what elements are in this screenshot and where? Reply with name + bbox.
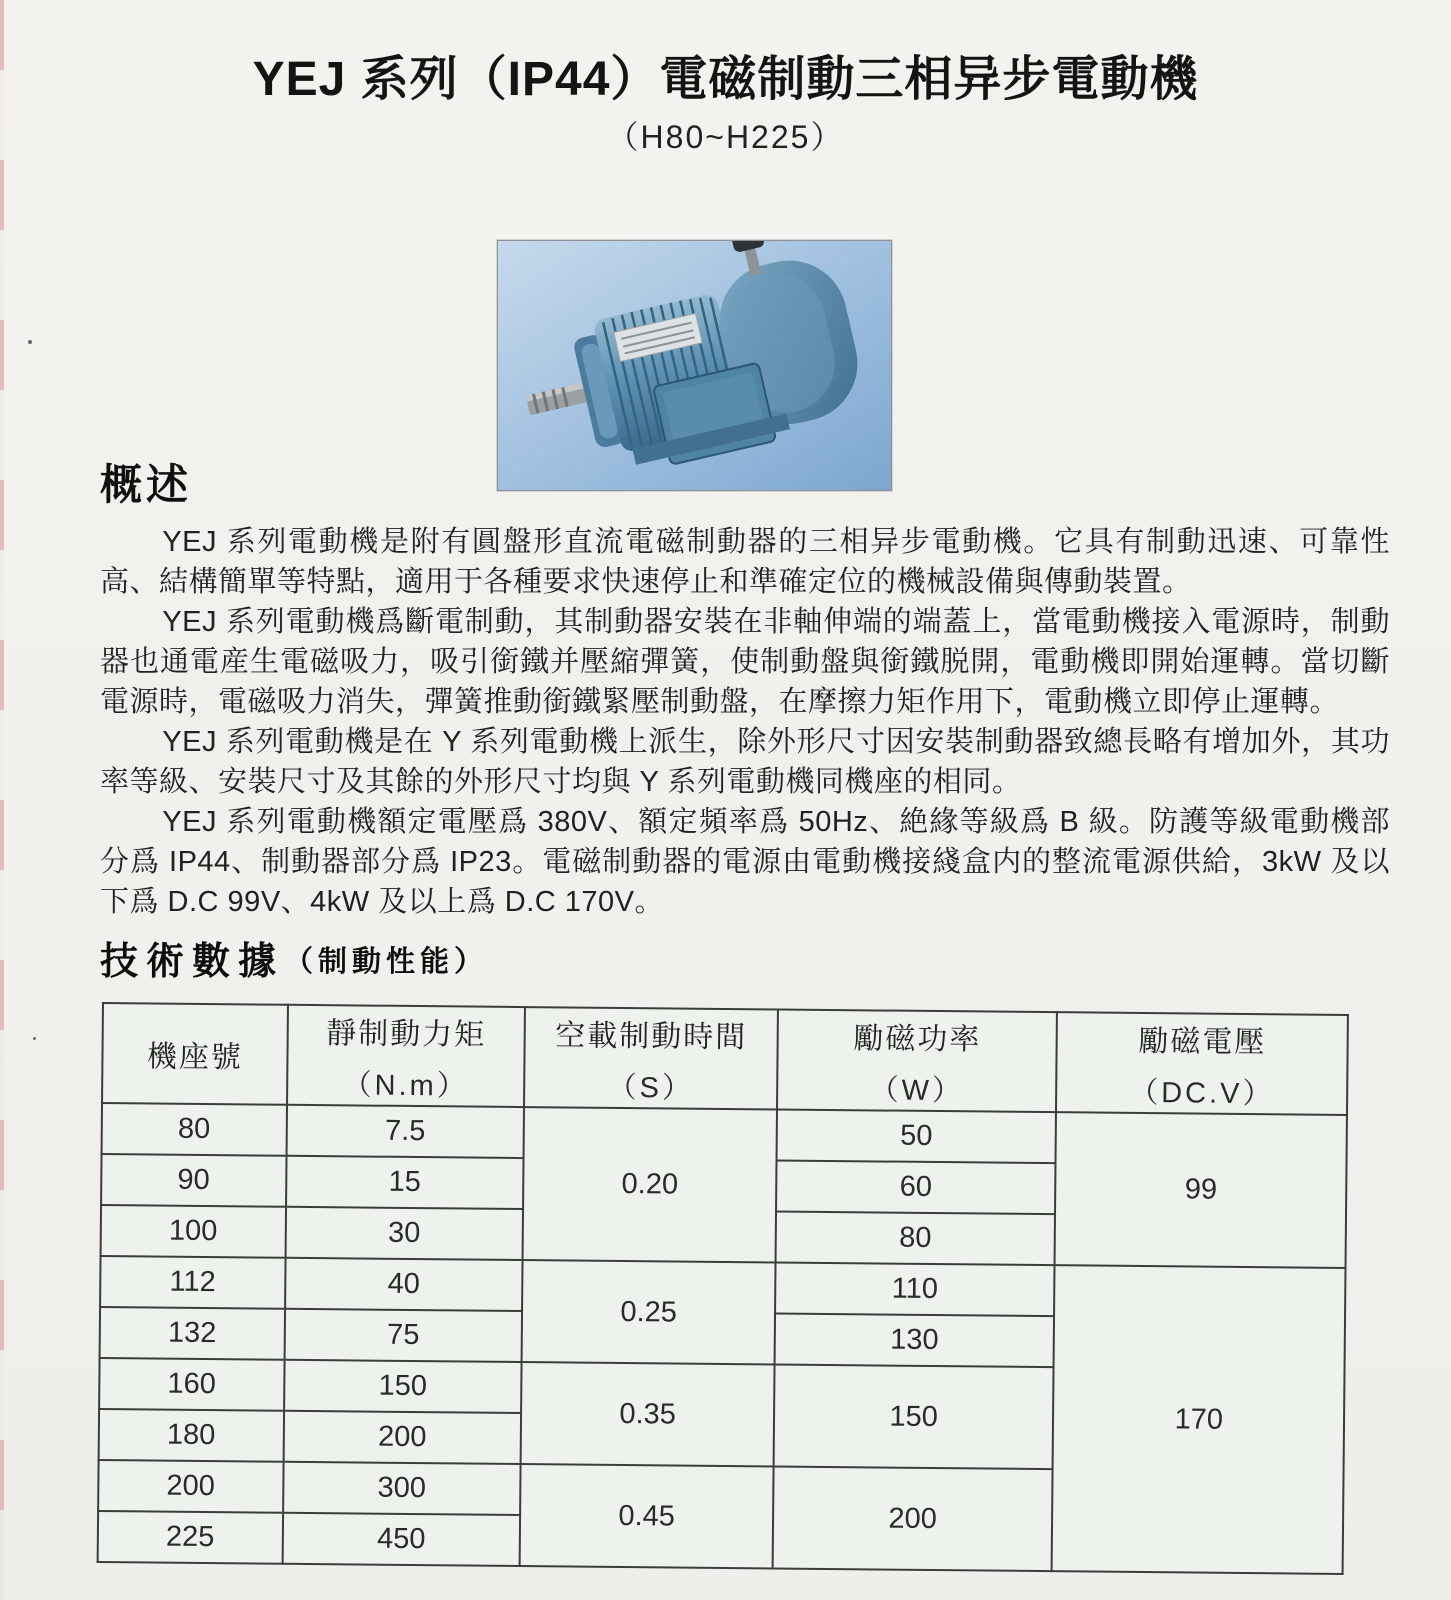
col-header-voltage-label: 勵磁電壓 bbox=[1138, 1024, 1267, 1059]
cell-torque: 200 bbox=[283, 1411, 521, 1464]
cell-frame: 132 bbox=[100, 1307, 285, 1360]
overview-paragraph: YEJ 系列電動機是在 Y 系列電動機上派生，除外形尺寸因安裝制動器致總長略有增加外，其功率等級、安裝尺寸及其餘的外形尺寸均與 Y 系列電動機同機座的相同。 bbox=[100, 726, 1390, 798]
col-header-frame-label: 機座號 bbox=[146, 1040, 243, 1075]
scan-dust-speck bbox=[28, 340, 32, 344]
scan-edge-mark bbox=[0, 0, 4, 1600]
cell-frame: 100 bbox=[101, 1205, 286, 1258]
cell-power: 200 bbox=[772, 1466, 1052, 1571]
page-title: YEJ 系列（IP44）電磁制動三相异步電動機 bbox=[252, 53, 1199, 106]
cell-time: 0.45 bbox=[520, 1464, 774, 1568]
col-header-time-unit: （S） bbox=[607, 1071, 695, 1105]
brake-performance-table-wrap bbox=[97, 1002, 1349, 1575]
col-header-time bbox=[524, 1007, 777, 1109]
cell-torque: 40 bbox=[285, 1258, 523, 1311]
cell-torque: 450 bbox=[282, 1513, 520, 1566]
tech-data-heading-paren: （制動性能） bbox=[284, 946, 489, 978]
brake-performance-table bbox=[97, 1002, 1349, 1575]
col-header-voltage-unit: （DC.V） bbox=[1129, 1076, 1275, 1110]
col-header-torque bbox=[287, 1005, 526, 1107]
cell-torque: 7.5 bbox=[286, 1105, 524, 1158]
overview-text bbox=[100, 522, 1390, 922]
cell-power: 80 bbox=[775, 1211, 1055, 1265]
cell-power: 110 bbox=[775, 1262, 1055, 1316]
cell-torque: 300 bbox=[283, 1462, 521, 1515]
col-header-voltage bbox=[1056, 1012, 1348, 1115]
cell-frame: 112 bbox=[100, 1256, 285, 1309]
table-header-row bbox=[102, 1003, 1348, 1115]
cell-voltage: 170 bbox=[1052, 1265, 1346, 1574]
overview-paragraph: YEJ 系列電動機額定電壓爲 380V、額定頻率爲 50Hz、絶緣等級爲 B 級。防護等級電動機部分爲 IP44、制動器部分爲 IP23。電磁制動器的電源由電動機接綫盒内的整流電源供給，3kW 及以下爲 D.C 99V、4kW 及以上爲 D.C 170V。 bbox=[100, 806, 1390, 918]
cell-frame: 225 bbox=[98, 1511, 283, 1564]
overview-paragraph: YEJ 系列電動機爲斷電制動，其制動器安裝在非軸伸端的端蓋上，當電動機接入電源時，制動器也通電産生電磁吸力，吸引銜鐵并壓縮彈簧，使制動盤與銜鐵脱開，電動機即開始運轉。當切斷電源時，電磁吸力消失，彈簧推動銜鐵緊壓制動盤，在摩擦力矩作用下，電動機立即停止運轉。 bbox=[100, 606, 1390, 718]
motor-photo bbox=[497, 240, 892, 491]
col-header-power bbox=[777, 1009, 1057, 1112]
col-header-frame bbox=[102, 1003, 288, 1105]
cell-frame: 160 bbox=[99, 1358, 284, 1411]
col-header-torque-label: 靜制動力矩 bbox=[326, 1016, 487, 1052]
scan-dust-speck bbox=[33, 1037, 36, 1040]
overview-paragraph: YEJ 系列電動機是附有圓盤形直流電磁制動器的三相异步電動機。它具有制動迅速、可靠性高、結構簡單等特點，適用于各種要求快速停止和準確定位的機械設備與傳動裝置。 bbox=[100, 526, 1390, 598]
cell-power: 130 bbox=[774, 1313, 1054, 1367]
cell-time: 0.20 bbox=[523, 1107, 777, 1262]
cell-time: 0.25 bbox=[522, 1260, 776, 1364]
cell-torque: 75 bbox=[284, 1309, 522, 1362]
cell-frame: 200 bbox=[98, 1460, 283, 1513]
cell-torque: 150 bbox=[284, 1360, 522, 1413]
cell-power: 150 bbox=[773, 1364, 1053, 1469]
cell-power: 60 bbox=[776, 1160, 1056, 1214]
col-header-time-label: 空載制動時間 bbox=[555, 1018, 748, 1054]
cell-torque: 30 bbox=[285, 1207, 523, 1260]
col-header-torque-unit: （N.m） bbox=[342, 1068, 469, 1103]
overview-heading: 概述 bbox=[100, 461, 193, 508]
cell-time: 0.35 bbox=[521, 1362, 775, 1466]
cell-power: 50 bbox=[776, 1109, 1056, 1163]
cell-frame: 80 bbox=[102, 1103, 287, 1156]
motor-illustration bbox=[498, 241, 891, 490]
cell-torque: 15 bbox=[286, 1156, 524, 1209]
tech-data-heading-main: 技術數據 bbox=[100, 941, 285, 983]
cell-frame: 90 bbox=[101, 1154, 286, 1207]
page-subtitle: （H80~H225） bbox=[606, 119, 845, 155]
tech-data-heading bbox=[100, 930, 488, 985]
cell-frame: 180 bbox=[99, 1409, 284, 1462]
col-header-power-unit: （W） bbox=[869, 1073, 965, 1107]
col-header-power-label: 勵磁功率 bbox=[853, 1021, 982, 1056]
cell-voltage: 99 bbox=[1055, 1112, 1347, 1268]
